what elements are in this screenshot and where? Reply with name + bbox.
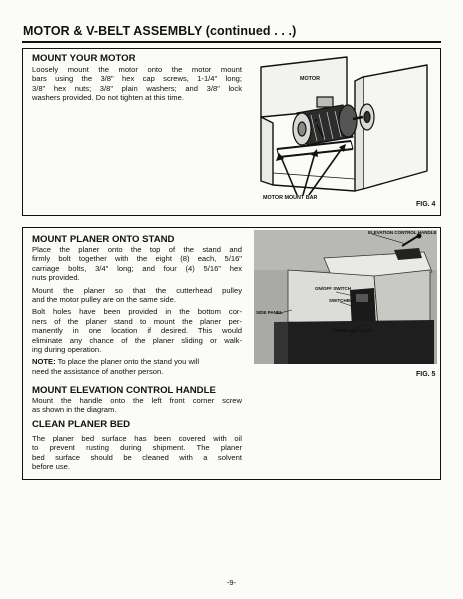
mount-motor-heading: MOUNT YOUR MOTOR bbox=[32, 53, 136, 64]
note-label: NOTE: bbox=[32, 357, 56, 367]
mount-planer-text bbox=[32, 245, 242, 376]
text-line: to prevent rusting during shipment. The planer bbox=[32, 443, 242, 453]
text-line: bars using the 3/8" hex cap screws, 1-1/4" long; bbox=[32, 74, 242, 84]
text-line: manently in one location if desired. This would bbox=[32, 326, 242, 336]
elevation-handle-text bbox=[32, 396, 242, 415]
fig4-motor-callout: MOTOR bbox=[300, 76, 320, 82]
text-line: washers provided. Do not tighten at this time. bbox=[32, 93, 184, 103]
fig5-switchbox-callout: SWITCHBOX bbox=[329, 298, 357, 303]
text-line: Loosely mount the motor onto the motor mount bbox=[32, 65, 242, 74]
page-number: -9- bbox=[226, 578, 237, 587]
text-line: Place the planer onto the top of the stand and bbox=[32, 245, 242, 254]
fig5-on-off-switch-callout: ON/OFF SWITCH bbox=[315, 286, 351, 291]
page-title: MOTOR & V-BELT ASSEMBLY (continued . . .) bbox=[23, 24, 297, 38]
text-line: Mount the handle onto the left front corner screw bbox=[32, 396, 242, 405]
title-rule bbox=[22, 41, 441, 43]
text-line: before use. bbox=[32, 462, 70, 472]
mount-planer-heading: MOUNT PLANER ONTO STAND bbox=[32, 234, 175, 245]
note-line bbox=[32, 357, 242, 366]
text-line: as shown in the diagram. bbox=[32, 405, 117, 415]
text-line: nuts provided. bbox=[32, 273, 80, 283]
text-line: firmly bolt together with the eight (8) each, 5/16" bbox=[32, 254, 242, 264]
text-line: ing during operation. bbox=[32, 345, 102, 355]
text-line: The planer bed surface has been covered with oil bbox=[32, 434, 242, 443]
mount-motor-panel bbox=[22, 48, 441, 216]
fig4-motor-mount-bar-callout: MOTOR MOUNT BAR bbox=[263, 195, 318, 201]
text-line: 3/8" hex nuts; 3/8" plain washers; and 3/8" lock bbox=[32, 83, 242, 93]
text-line: carriage bolts, 3/4" long; and four (4) 5/16" hex bbox=[32, 263, 242, 273]
fig5-elevation-handle-callout: ELEVATION CONTROL HANDLE bbox=[368, 230, 437, 235]
mount-planer-panel bbox=[22, 227, 441, 480]
fig4-label: FIG. 4 bbox=[416, 201, 436, 208]
text-line: need the assistance of another person. bbox=[32, 366, 164, 376]
fig5-carriage-bolts-callout: CARRIAGE BOLTS bbox=[333, 328, 374, 333]
text-line: and the motor pulley are on the same side. bbox=[32, 295, 176, 305]
text-line: Mount the planer so that the cutterhead pulley bbox=[32, 285, 242, 295]
fig5-label: FIG. 5 bbox=[416, 371, 436, 378]
elevation-handle-heading: MOUNT ELEVATION CONTROL HANDLE bbox=[32, 385, 216, 396]
clean-bed-text bbox=[32, 434, 242, 472]
text-line: eliminate any chance of the planer sliding or walk- bbox=[32, 335, 242, 345]
fig4-motor-illustration bbox=[251, 53, 437, 209]
clean-bed-heading: CLEAN PLANER BED bbox=[32, 419, 131, 430]
text-line: Bolt holes have been provided in the bottom cor- bbox=[32, 307, 242, 317]
note-text: To place the planer onto the stand you will bbox=[55, 357, 200, 367]
text-line: ners of the planer stand to mount the planer per- bbox=[32, 316, 242, 326]
mount-motor-text bbox=[32, 65, 242, 103]
fig5-planer-photo bbox=[254, 230, 437, 364]
text-line: bed surface should be cleaned with a solvent bbox=[32, 452, 242, 462]
fig5-side-panel-callout: SIDE PANEL bbox=[256, 310, 283, 315]
